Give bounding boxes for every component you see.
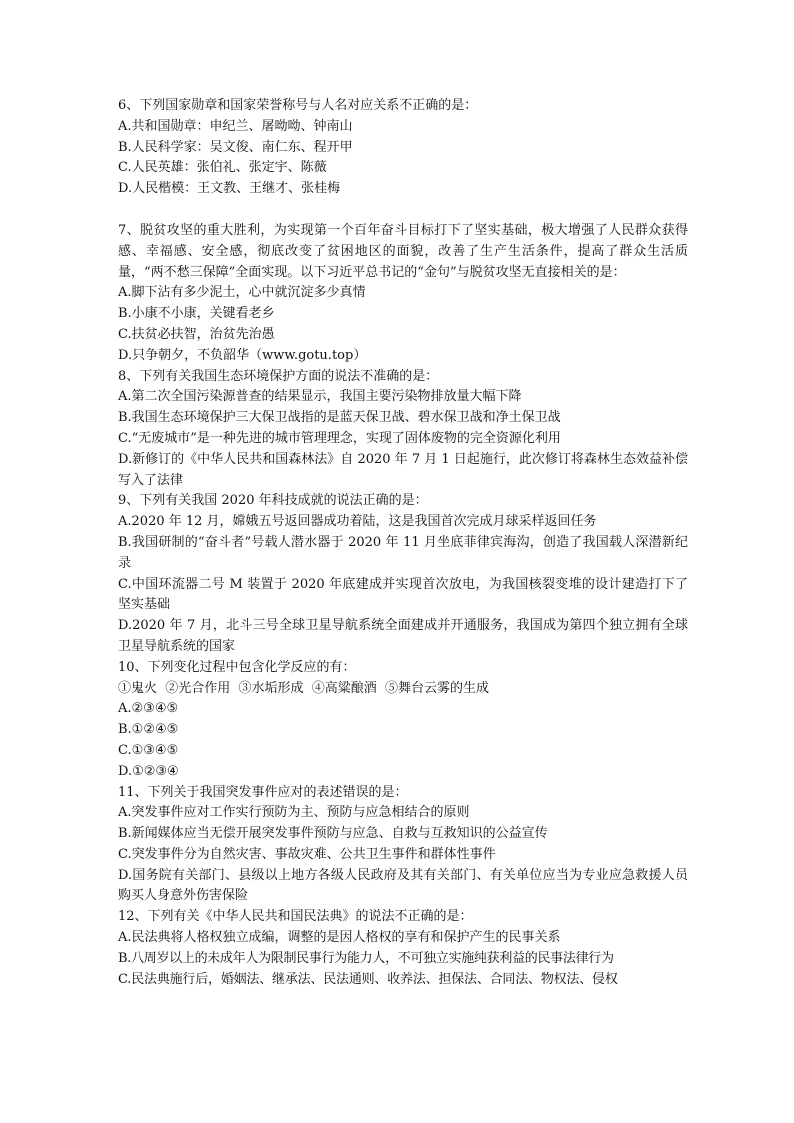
question-8-option-b: B.我国生态环境保护三大保卫战指的是蓝天保卫战、碧水保卫战和净土保卫战 — [118, 410, 561, 426]
question-12-option-a: A.民法典将人格权独立成编，调整的是因人格权的享有和保护产生的民事关系 — [118, 930, 561, 946]
question-8-stem: 8、下列有关我国生态环境保护方面的说法不准确的是： — [118, 368, 439, 384]
question-11-option-d: D.国务院有关部门、县级以上地方各级人民政府及其有关部门、有关单位应当为专业应急救援人员购买人身意外伤害保险 — [118, 867, 688, 904]
question-10-option-b: B.①②④⑤ — [118, 722, 179, 738]
question-6-option-a: A.共和国勋章：申纪兰、屠呦呦、钟南山 — [118, 118, 353, 134]
question-6-stem: 6、下列国家勋章和国家荣誉称号与人名对应关系不正确的是： — [118, 98, 478, 113]
question-12-option-b: B.八周岁以上的未成年人为限制民事行为能力人，不可独立实施纯获利益的民事法律行为 — [118, 950, 614, 966]
question-12-stem: 12、下列有关《中华人民共和国民法典》的说法不正确的是： — [118, 909, 473, 925]
question-7-option-d: D.只争朝夕，不负韶华（www.gotu.top） — [118, 347, 367, 363]
question-9-option-c: C.中国环流器二号 M 装置于 2020 年底建成并实现首次放电，为我国核裂变堆的设计建造打下了坚实基础 — [118, 576, 688, 613]
question-8-option-c: C.“无废城市”是一种先进的城市管理理念，实现了固体废物的完全资源化利用 — [118, 430, 561, 446]
question-9-option-a: A.2020 年 12 月，嫦娥五号返回器成功着陆，这是我国首次完成月球采样返回任务 — [118, 514, 597, 530]
question-11-stem: 11、下列关于我国突发事件应对的表述错误的是： — [118, 784, 408, 800]
question-7-option-a: A.脚下沾有多少泥土，心中就沉淀多少真情 — [118, 285, 366, 301]
question-9-option-d: D.2020 年 7 月，北斗三号全球卫星导航系统全面建成并开通服务，我国成为第四个独立拥有全球卫星导航系统的国家 — [118, 618, 688, 654]
question-6-option-d: D.人民楷模：王文教、王继才、张桂梅 — [118, 181, 341, 197]
question-12-option-c: C.民法典施行后，婚姻法、继承法、民法通则、收养法、担保法、合同法、物权法、侵权 — [118, 971, 618, 987]
question-6-option-b: B.人民科学家：吴文俊、南仁东、程开甲 — [118, 139, 353, 155]
question-11-option-b: B.新闻媒体应当无偿开展突发事件预防与应急、自救与互救知识的公益宣传 — [118, 826, 548, 842]
question-10-items: ①鬼火 ②光合作用 ③水垢形成 ④高粱酿酒 ⑤舞台云雾的生成 — [118, 680, 490, 696]
document-page — [118, 96, 688, 990]
question-9-stem: 9、下列有关我国 2020 年科技成就的说法正确的是： — [118, 493, 428, 509]
question-8-option-a: A.第二次全国污染源普查的结果显示，我国主要污染物排放量大幅下降 — [118, 389, 522, 405]
question-10-option-d: D.①②③④ — [118, 763, 179, 779]
question-7-option-b: B.小康不小康，关键看老乡 — [118, 306, 275, 322]
question-9-option-b: B.我国研制的“奋斗者”号载人潜水器于 2020 年 11 月坐底菲律宾海沟，创造了我国载人深潜新纪录 — [118, 534, 688, 571]
question-7-option-c: C.扶贫必扶智，治贫先治愚 — [118, 326, 275, 342]
question-8-option-d: D.新修订的《中华人民共和国森林法》自 2020 年 7 月 1 日起施行，此次修订将森林生态效益补偿写入了法律 — [118, 451, 688, 488]
question-11-option-c: C.突发事件分为自然灾害、事故灾难、公共卫生事件和群体性事件 — [118, 846, 496, 862]
question-7-stem: 7、脱贫攻坚的重大胜利，为实现第一个百年奋斗目标打下了坚实基础，极大增强了人民群众获得感、幸福感、安全感，彻底改变了贫困地区的面貌，改善了生产生活条件，提高了群众生活质量，“两不愁三保障”全面实现。以下习近平总书记的“金句”与脱贫攻坚无直接相关的是： — [118, 222, 688, 280]
question-10-option-c: C.①③④⑤ — [118, 742, 179, 758]
question-6-option-c: C.人民英雄：张伯礼、张定宇、陈薇 — [118, 160, 327, 176]
question-10-stem: 10、下列变化过程中包含化学反应的有： — [118, 659, 356, 675]
spacer — [118, 200, 688, 221]
question-11-option-a: A.突发事件应对工作实行预防为主、预防与应急相结合的原则 — [118, 805, 470, 821]
question-10-option-a: A.②③④⑤ — [118, 701, 179, 717]
